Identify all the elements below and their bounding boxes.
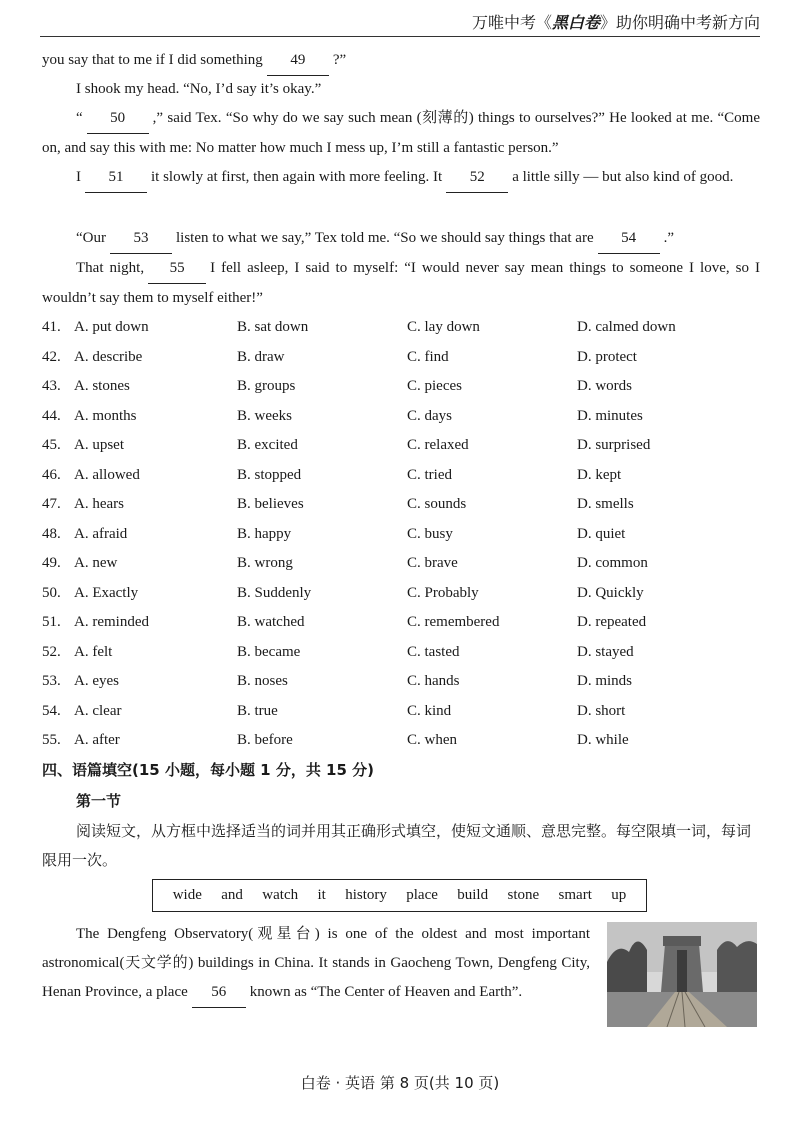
word: it <box>317 887 326 903</box>
option-row <box>42 461 762 491</box>
option-c: C. busy <box>407 525 453 542</box>
question-number: 44. <box>42 407 61 424</box>
option-row <box>42 549 762 579</box>
text: it slowly at first, then again with more feeling. It <box>151 169 443 185</box>
question-number: 42. <box>42 348 61 365</box>
option-b: B. watched <box>237 614 305 630</box>
instructions: 阅读短文，从方框中选择适当的词并用其正确形式填空，使短文通顺、意思完整。每空限填一词，每词限用一次。 <box>42 822 752 869</box>
header-brand: 黑白卷 <box>551 15 600 32</box>
option-d: D. smells <box>577 496 634 512</box>
section-title: 四、语篇填空(15 小题，每小题 1 分，共 15 分) <box>42 761 375 779</box>
option-b: B. noses <box>237 673 288 689</box>
option-row <box>42 667 762 697</box>
header-rule <box>40 36 760 37</box>
option-c: C. Probably <box>407 584 479 601</box>
option-b: B. wrong <box>237 555 293 571</box>
option-row <box>42 372 762 402</box>
word: up <box>611 887 627 903</box>
text: I fell asleep, I said to myself: “I would never say mean things to someone I love, so I wouldn’t say them to myself either!” <box>42 260 760 306</box>
option-a: A. Exactly <box>74 584 139 601</box>
option-c: C. relaxed <box>407 437 469 453</box>
option-row <box>42 313 762 343</box>
option-a: A. felt <box>74 643 113 660</box>
word: stone <box>507 887 540 903</box>
text: .” <box>663 230 675 246</box>
option-c: C. days <box>407 407 452 424</box>
option-b: B. happy <box>237 525 292 542</box>
passage-para-4 <box>42 163 760 193</box>
option-c: C. kind <box>407 702 452 719</box>
blank-49: 49 <box>267 46 329 76</box>
blank-51: 51 <box>85 163 147 193</box>
text: known as “The Center of Heaven and Earth”. <box>249 984 523 1000</box>
word-box <box>152 879 647 912</box>
option-a: A. eyes <box>74 673 119 689</box>
option-b: B. groups <box>237 378 296 394</box>
word: build <box>457 887 489 903</box>
option-d: D. while <box>577 732 629 748</box>
blank-54: 54 <box>598 224 660 254</box>
option-b: B. became <box>237 643 301 660</box>
question-number: 51. <box>42 614 61 630</box>
word: watch <box>262 887 299 903</box>
question-number: 49. <box>42 555 61 571</box>
question-number: 54. <box>42 702 61 719</box>
option-d: D. calmed down <box>577 319 676 335</box>
option-c: C. find <box>407 348 449 365</box>
text: The Dengfeng Observatory(观星台) is one of the oldest and most important astronomical(天文学的) buildings in China. It stands in Gaocheng Town, Dengfeng City, Henan Province, a place <box>42 926 590 1000</box>
word: and <box>221 887 243 903</box>
blank-52: 52 <box>446 163 508 193</box>
question-number: 48. <box>42 525 61 542</box>
passage-line-2: I shook my head. “No, I’d say it’s okay.” <box>76 81 322 97</box>
option-row <box>42 402 762 432</box>
question-number: 55. <box>42 732 61 748</box>
option-row <box>42 490 762 520</box>
observatory-photo <box>607 922 757 1027</box>
option-row <box>42 638 762 668</box>
option-a: A. afraid <box>74 525 128 542</box>
option-d: D. quiet <box>577 525 626 542</box>
word: wide <box>172 887 202 903</box>
option-d: D. Quickly <box>577 584 644 601</box>
question-number: 43. <box>42 378 61 394</box>
option-d: D. kept <box>577 466 622 483</box>
option-a: A. hears <box>74 496 124 512</box>
option-a: A. put down <box>74 319 149 335</box>
option-a: A. new <box>74 555 118 571</box>
question-number: 46. <box>42 466 61 483</box>
option-row <box>42 697 762 727</box>
option-b: B. draw <box>237 348 285 365</box>
option-b: B. true <box>237 702 278 719</box>
option-a: A. months <box>74 407 137 424</box>
option-c: C. remembered <box>407 614 500 630</box>
question-number: 41. <box>42 319 61 335</box>
word: place <box>406 887 438 903</box>
option-b: B. believes <box>237 496 304 512</box>
blank-55: 55 <box>148 254 206 284</box>
question-number: 50. <box>42 584 61 601</box>
option-c: C. hands <box>407 673 460 689</box>
text: ?” <box>332 52 347 68</box>
word: history <box>345 887 387 903</box>
option-c: C. brave <box>407 555 458 571</box>
question-number: 45. <box>42 437 61 453</box>
option-c: C. pieces <box>407 378 462 394</box>
option-d: D. stayed <box>577 643 634 660</box>
blank-50: 50 <box>87 104 149 134</box>
option-d: D. minutes <box>577 407 643 424</box>
page-header <box>472 10 760 33</box>
option-a: A. clear <box>74 702 122 719</box>
option-c: C. tried <box>407 466 452 483</box>
subsection-title: 第一节 <box>76 792 122 810</box>
passage-line-1 <box>42 46 760 76</box>
page-footer: 白卷 · 英语 第 8 页(共 10 页) <box>300 1074 500 1092</box>
option-b: B. excited <box>237 437 298 453</box>
blank-56: 56 <box>192 978 246 1008</box>
option-b: B. Suddenly <box>237 584 312 601</box>
option-d: D. protect <box>577 348 637 365</box>
options-list <box>42 313 762 756</box>
option-row <box>42 343 762 373</box>
option-b: B. sat down <box>237 319 309 335</box>
option-d: D. common <box>577 555 648 571</box>
header-prefix: 万唯中考《 <box>471 15 552 32</box>
option-row <box>42 579 762 609</box>
option-d: D. short <box>577 702 626 719</box>
option-c: C. lay down <box>407 319 480 335</box>
passage2-para <box>42 920 590 1008</box>
question-number: 52. <box>42 643 61 660</box>
option-b: B. stopped <box>237 466 302 483</box>
option-c: C. tasted <box>407 643 460 660</box>
word: smart <box>558 887 592 903</box>
option-a: A. reminded <box>74 614 149 630</box>
option-c: C. sounds <box>407 496 467 512</box>
option-a: A. stones <box>74 378 130 394</box>
option-c: C. when <box>407 732 457 748</box>
option-a: A. describe <box>74 348 143 365</box>
question-number: 53. <box>42 673 61 689</box>
text: I <box>76 169 81 185</box>
text: “ <box>76 110 83 126</box>
option-d: D. minds <box>577 673 633 689</box>
text: ,” said Tex. “So why do we say such mean (刻薄的) things to ourselves?” He looked at me. “Come on, and say this with me: No matter how much I mess up, I’m still a fantastic person.” <box>42 110 760 156</box>
header-suffix: 》助你明确中考新方向 <box>599 15 760 32</box>
text: That night, <box>76 260 145 276</box>
option-b: B. before <box>237 732 293 748</box>
blank-53: 53 <box>110 224 172 254</box>
option-b: B. weeks <box>237 407 292 424</box>
option-d: D. repeated <box>577 614 647 630</box>
option-a: A. upset <box>74 437 124 453</box>
passage-para-6 <box>42 254 760 313</box>
option-row <box>42 520 762 550</box>
option-row <box>42 726 762 756</box>
text: “Our <box>76 230 106 246</box>
question-number: 47. <box>42 496 61 512</box>
option-row <box>42 431 762 461</box>
option-d: D. words <box>577 378 632 394</box>
passage-line-5 <box>42 224 760 254</box>
text: a little silly — but also kind of good. <box>512 169 734 185</box>
passage-para-3 <box>42 104 760 163</box>
option-a: A. allowed <box>74 466 140 483</box>
option-row <box>42 608 762 638</box>
text: you say that to me if I did something <box>42 52 263 68</box>
option-d: D. surprised <box>577 437 651 453</box>
option-a: A. after <box>74 732 120 748</box>
text: listen to what we say,” Tex told me. “So we should say things that are <box>176 230 594 246</box>
